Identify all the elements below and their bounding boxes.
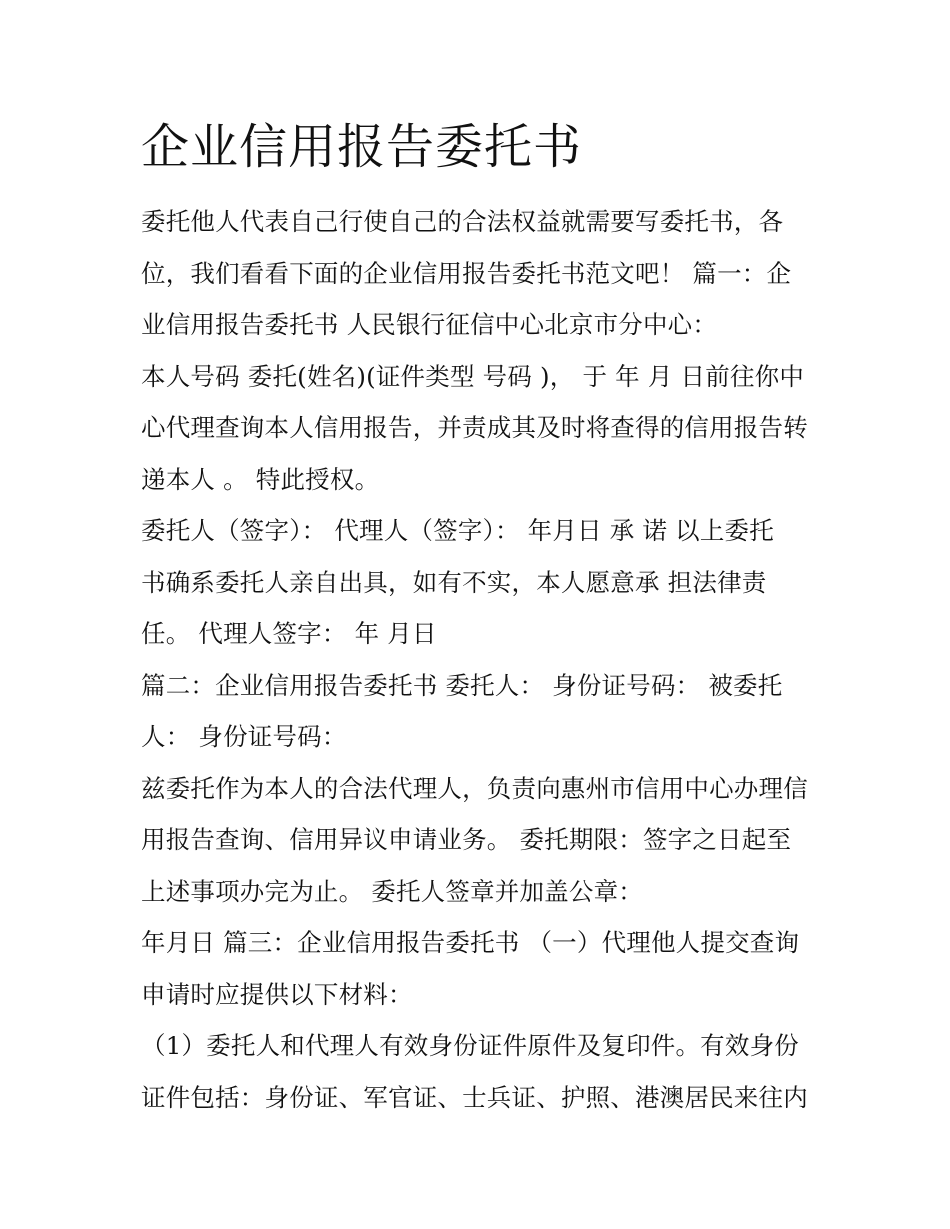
body-line: 业信用报告委托书 人民银行征信中心北京市分中心： [141,310,718,339]
body-line: 年月日 篇三：企业信用报告委托书 （一）代理他人提交查询 [141,928,800,957]
body-line: 用报告查询、信用异议申请业务。 委托期限：签字之日起至 [141,825,792,854]
body-line: 委托他人代表自己行使自己的合法权益就需要写委托书，各 [141,207,784,236]
body-line: 心代理查询本人信用报告，并责成其及时将查得的信用报告转 [141,413,808,442]
body-line: 申请时应提供以下材料： [141,979,413,1009]
body-line: 委托人（签字）： 代理人（签字）： 年月日 承 诺 以上委托 [141,516,774,545]
document-title: 企业信用报告委托书 [141,119,583,175]
body-line: 人： 身份证号码： [141,722,347,751]
document-body [141,196,831,1123]
body-line: 书确系委托人亲自出具，如有不实，本人愿意承 担法律责 [141,567,767,597]
body-line: 位，我们看看下面的企业信用报告委托书范文吧！ 篇一：企 [141,258,792,288]
body-line: 任。 代理人签字： 年 月日 [141,619,437,648]
body-line: 本人号码 委托(姓名)(证件类型 号码 )， 于 年 月 日前往你中 [141,361,805,391]
body-line: 上述事项办完为止。 委托人签章并加盖公章： [141,876,643,906]
body-line: 递本人 。 特此授权。 [141,464,380,494]
body-line: （1）委托人和代理人有效身份证件原件及复印件。有效身份 [141,1031,799,1060]
body-line: 篇二：企业信用报告委托书 委托人： 身份证号码： 被委托 [141,670,783,700]
body-line: 证件包括：身份证、军官证、士兵证、护照、港澳居民来往内 [141,1082,808,1112]
body-line: 兹委托作为本人的合法代理人，负责向惠州市信用中心办理信 [141,773,808,803]
